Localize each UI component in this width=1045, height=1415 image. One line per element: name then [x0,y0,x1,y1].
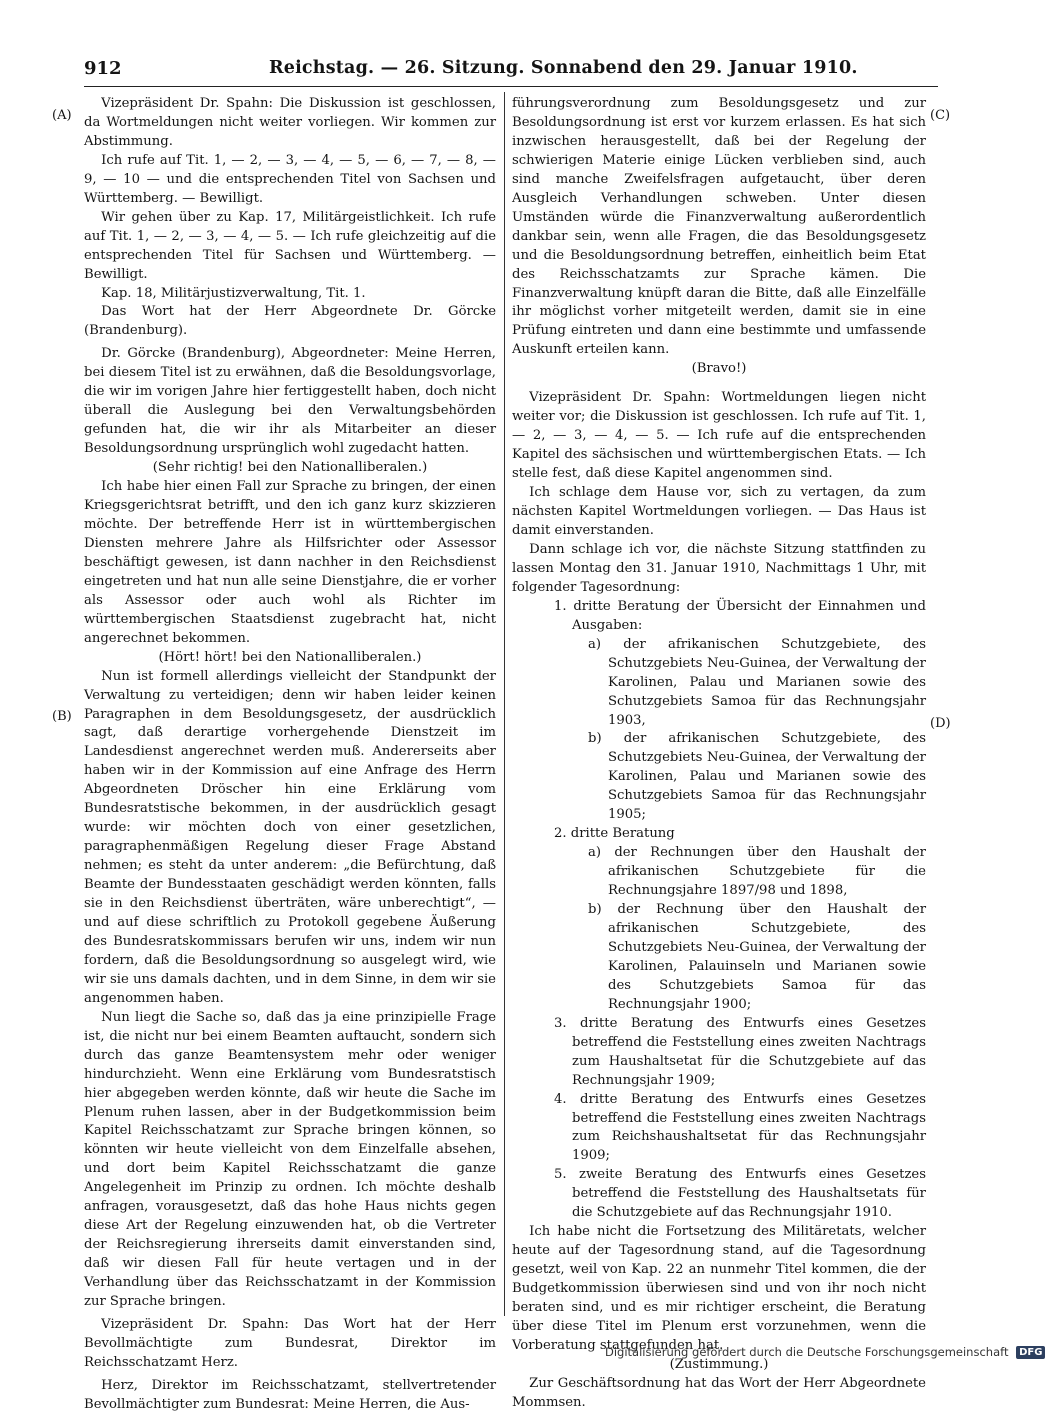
interjection: (Zustimmung.) [669,1356,769,1372]
agenda-number: b) [588,731,602,747]
agenda-text: dritte Beratung der Übersicht der Einnahmen und Ausgaben: [572,598,926,633]
agenda-subitem [512,636,926,731]
speech-paragraph: Vizepräsident Dr. Spahn: Das Wort hat der Herr Bevollmächtigte zum Bundesrat, Direktor im Reichsschatzamt Herz. [84,1317,496,1370]
agenda-subitem [512,730,926,825]
paragraph: Nun liegt die Sache so, daß das ja eine prinzipielle Frage ist, die nicht nur bei einem Beamten auftaucht, sondern sich durch das ganze Beamtensystem mehr oder weniger hindurchzieht. Wenn eine Erklärung vom Bundesratstisch hier abgegeben werden könnte, daß wir heute die Sache im Plenum ruhen lassen, aber in der Budgetkommission beim Kapitel Reichsschatzamt zur Sprache bringen können, so könnten wir heute vielleicht von dem Einzelfalle absehen, und dort beim Kapitel Reichsschatzamt die ganze Angelegenheit im Prinzip zu ordnen. Ich möchte deshalb anfragen, vorausgesetzt, daß das hohe Haus nichts gegen diese Art der Regelung einzuwenden hat, ob die Vertreter der Reichsregierung ihrerseits damit einverstanden sind, daß wir diesen Fall für heute vertagen und in der Verhandlung über das Reichsschatzamt in der Kommission zur Sprache bringen. [84,1009,496,1310]
paragraph: Ich habe nicht die Fortsetzung des Militäretats, welcher heute auf der Tagesordnung stand, auf die Tagesordnung gesetzt, weil von Kap. 22 an nunmehr Titel kommen, die der Budgetkommission überwiesen sind und von ihr noch nicht beraten sind, und es mir richtiger erscheint, die Beratung über diese Titel im Plenum erst vorzunehmen, wenn die Vorberatung stattgefunden hat. [512,1224,926,1353]
interjection: (Hört! hört! bei den Nationalliberalen.) [158,649,422,665]
paragraph: führungsverordnung zum Besoldungsgesetz und zur Besoldungsordnung ist erst vor kurzem erlassen. Es hat sich inzwischen herausgestellt, daß bei der Regelung der schwierigen Materie einige Lücken verblieben sind, auch sind manche Zweifelsfragen aufgetaucht, über deren Ausgleich Verhandlungen schweben. Unter diesen Umständen würde die Finanzverwaltung außerordentlich dankbar sein, wenn alle Fragen, die das Besoldungsgesetz und die Besoldungsordnung betreffen, einheitlich beim Etat des Reichsschatzamts zur Sprache kämen. Die Finanzverwaltung knüpft daran die Bitte, daß alle Einzelfälle ihr möglichst vorher mitgeteilt werden, damit sie in eine Prüfung eintreten und dann eine bestimmte und umfassende Auskunft erteilen kann. [512,96,926,358]
agenda-text: dritte Beratung des Entwurfs eines Gesetzes betreffend die Feststellung eines zweiten Nachtrags zum Haushaltsetat für die Schutzgebiete auf das Rechnungsjahr 1909; [572,1015,926,1088]
interjection: (Sehr richtig! bei den Nationalliberalen.) [152,460,428,476]
agenda-number: 2. [554,826,567,842]
paragraph: Ich habe hier einen Fall zur Sprache zu bringen, der einen Kriegsgerichtsrat betrifft, und den ich ganz kurz skizzieren möchte. Der betreffende Herr ist in württembergischen Diensten mehrere Jahre als Hilfsrichter oder Assessor beschäftigt gewesen, ist dann nachher in den Reichsdienst eingetreten und hat nun alle seine Dienstjahre, die er vorher als Assessor oder auch wohl als Richter im württembergischen Staatsdienst zugebracht hat, nicht angerechnet bekommen. [84,479,496,646]
agenda-item [512,598,926,636]
agenda-number: 3. [554,1015,567,1031]
paragraph: Ich rufe auf Tit. 1, — 2, — 3, — 4, — 5, — 6, — 7, — 8, — 9, — 10 — und die entsprechenden Titel von Sachsen und Württemberg. — Bewilligt. [84,152,496,206]
agenda-number: a) [588,636,602,652]
paragraph: Das Wort hat der Herr Abgeordnete Dr. Görcke (Brandenburg). [84,304,496,339]
speech-paragraph: Herz, Direktor im Reichsschatzamt, stellvertretender Bevollmächtigter zum Bundesrat: Meine Herren, die Aus- [84,1377,496,1412]
agenda-text: zweite Beratung des Entwurfs eines Gesetzes betreffend die Feststellung des Haushaltsetats für die Schutzgebiete auf das Rechnungsjahr 1910. [572,1167,926,1221]
paragraph: Nun ist formell allerdings vielleicht der Standpunkt der Verwaltung zu verteidigen; denn wir haben leider keinen Paragraphen in dem Besoldungsgesetz, der ausdrücklich sagt, daß derartige vorhergehende Dienstzeit im Landesdienst angerechnet werden muß. Andererseits aber haben wir in der Kommission auf eine Anfrage des Herrn Abgeordneten Dröscher hin eine Erklärung vom Bundesratstische bekommen, in der ausdrücklich gesagt wurde: wir möchten doch von einer gesetzlichen, paragraphenmäßigen Regelung dieser Frage Abstand nehmen; es steht da unter anderem: „die Befürchtung, daß Beamte der Bundesstaaten geschädigt werden könnten, falls sie in den Reichsdienst überträten, wäre unberechtigt“, — und auf diese schriftlich zu Protokoll gegebene Äußerung des Bundesratskommissars berufen wir uns, indem wir nun fordern, daß die Besoldungsordnung so ausgelegt wird, wie wir sie uns damals dachten, und in dem Sinne, in dem wir sie angenommen haben. [84,668,496,1006]
paragraph: Dann schlage ich vor, die nächste Sitzung stattfinden zu lassen Montag den 31. Januar 1910, Nachmittags 1 Uhr, mit folgender Tagesordnung: [512,541,926,595]
paragraph: Kap. 18, Militärjustizverwaltung, Tit. 1. [101,285,366,301]
agenda-number: b) [588,902,602,918]
agenda-subitem [512,901,926,1015]
page-header [84,58,938,84]
footer-text: Digitalisierung gefördert durch die Deutsche Forschungsgemeinschaft [605,1345,1009,1359]
interjection: (Bravo!) [691,361,747,377]
speech-paragraph: Dr. Görcke (Brandenburg), Abgeordneter: Meine Herren, bei diesem Titel ist zu erwähnen, daß die Besoldungsvorlage, die wir im vorigen Jahre hier fertiggestellt haben, doch nicht überall die Auslegung bei den Verwaltungsbehörden gefunden hat, die wir ihr als Mitarbeiter an dieser Besoldungsordnung ursprünglich wohl zugedacht hatten. [84,346,496,457]
agenda-item [512,825,926,844]
speech-paragraph: Vizepräsident Dr. Spahn: Wortmeldungen liegen nicht weiter vor; die Diskussion ist geschlossen. Ich rufe auf Tit. 1, — 2, — 3, — 4, — 5. — Ich rufe auf die entsprechenden Kapitel des sächsischen und württembergischen Etats. — Ich stelle fest, daß diese Kapitel angenommen sind. [512,390,926,482]
paragraph: Zur Geschäftsordnung hat das Wort der Herr Abgeordnete Mommsen. [512,1375,926,1410]
paragraph: Ich schlage dem Hause vor, sich zu vertagen, da zum nächsten Kapitel Wortmeldungen vorliegen. — Das Haus ist damit einverstanden. [512,485,926,538]
agenda-text: der afrikanischen Schutzgebiete, des Schutzgebiets Neu-Guinea, der Verwaltung der Karolinen, Palau und Marianen sowie des Schutzgebiets Samoa für das Rechnungsjahr 1905; [608,731,926,823]
agenda-subitem [512,844,926,901]
header-rule [84,86,938,87]
left-column [84,95,496,1415]
agenda-item [512,1015,926,1091]
agenda-text: dritte Beratung des Entwurfs eines Gesetzes betreffend die Feststellung eines zweiten Nachtrags zum Reichshaushaltsetat für das Rechnungsjahr 1909; [572,1091,926,1164]
margin-marker-a: (A) [52,108,72,123]
agenda-number: 4. [554,1091,567,1107]
agenda-text: dritte Beratung [570,826,675,842]
paragraph: Wir gehen über zu Kap. 17, Militärgeistlichkeit. Ich rufe auf Tit. 1, — 2, — 3, — 4, — 5. — Ich rufe gleichzeitig auf die entsprechenden Titel für Sachsen und Württemberg. — Bewilligt. [84,209,496,282]
paragraph: Vizepräsident Dr. Spahn: Die Diskussion ist geschlossen, da Wortmeldungen nicht weiter vorliegen. Wir kommen zur Abstimmung. [84,96,496,149]
dfg-logo: DFG [1016,1346,1045,1359]
digitization-footer [605,1345,1043,1367]
right-column [512,95,926,1413]
running-head: Reichstag. — 26. Sitzung. Sonnabend den 29. Januar 1910. [269,58,858,78]
agenda-text: der Rechnungen über den Haushalt der afrikanischen Schutzgebiete für die Rechnungsjahre 1897/98 und 1898, [608,845,926,899]
page-number: 912 [84,58,122,79]
agenda-list [512,598,926,1223]
agenda-number: a) [588,845,602,861]
margin-marker-b: (B) [52,709,72,724]
agenda-number: 1. [554,598,567,614]
agenda-item [512,1091,926,1167]
agenda-item [512,1166,926,1223]
agenda-number: 5. [554,1167,567,1183]
column-divider [504,92,505,1316]
agenda-text: der Rechnung über den Haushalt der afrikanischen Schutzgebiete, des Schutzgebiets Neu-Guinea, der Verwaltung der Karolinen, Palauinseln und Marianen sowie des Schutzgebiets Samoa für das Rechnungsjahr 1900; [608,902,926,1012]
margin-marker-d: (D) [930,716,951,731]
agenda-text: der afrikanischen Schutzgebiete, des Schutzgebiets Neu-Guinea, der Verwaltung der Karolinen, Palau und Marianen sowie des Schutzgebiets Samoa für das Rechnungsjahr 1903, [608,636,926,728]
margin-marker-c: (C) [930,108,951,123]
